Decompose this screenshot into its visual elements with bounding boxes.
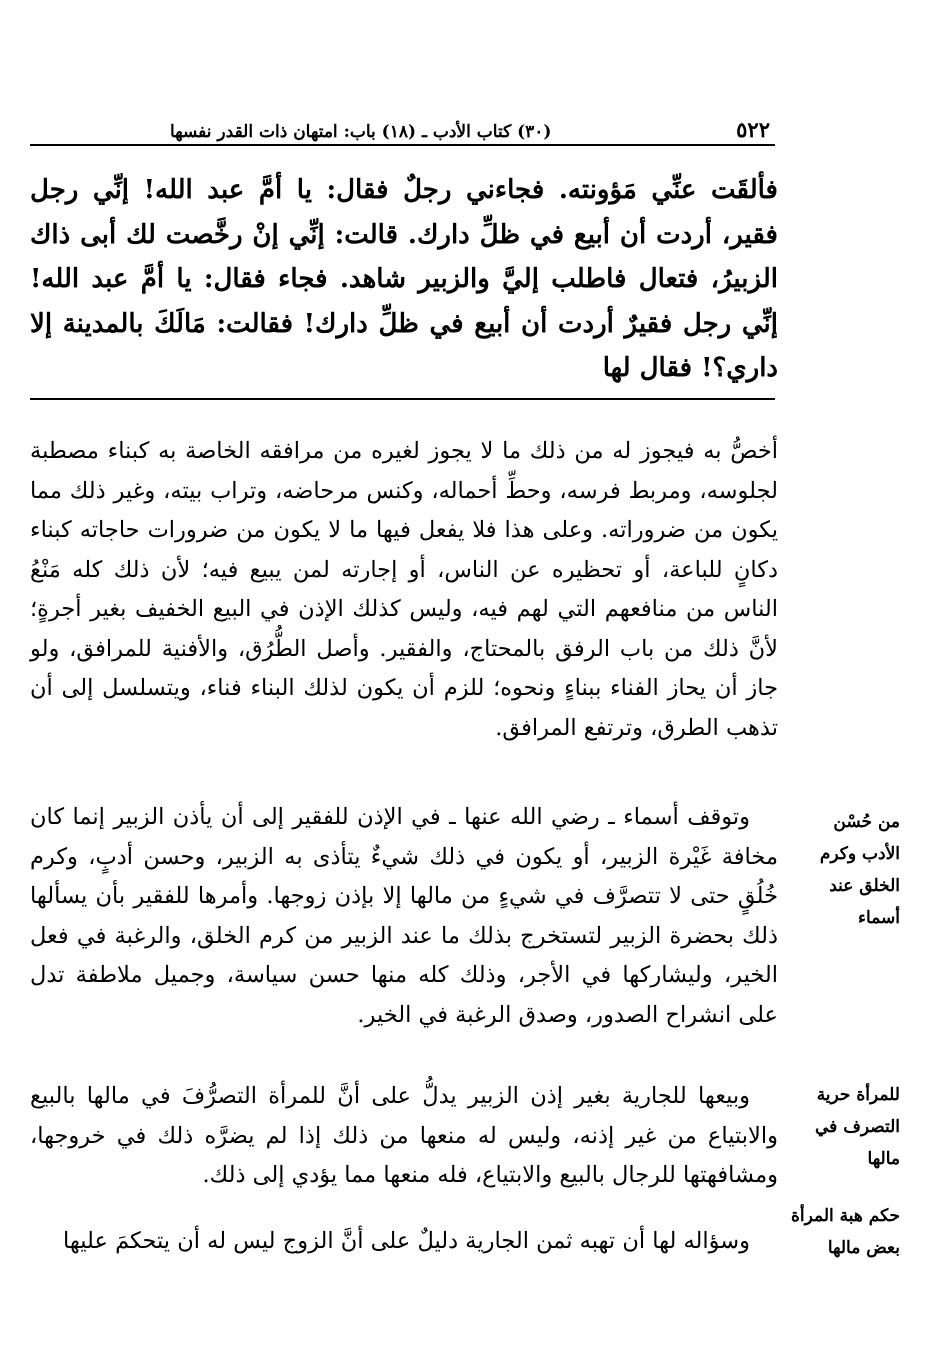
margin-note-line: أسماء	[858, 908, 900, 928]
commentary-paragraph-2	[30, 798, 778, 1035]
margin-note-line: للمرأة حرية	[816, 1085, 900, 1105]
running-title: (٣٠) كتاب الأدب ـ (١٨) باب: امتهان ذات القدر نفسها	[170, 122, 552, 142]
commentary-paragraph-4	[30, 1222, 778, 1262]
margin-note-line: التصرف في	[815, 1117, 900, 1137]
commentary-text: أخصُّ به فيجوز له من ذلك ما لا يجوز لغيره من مرافقه الخاصة به كبناء مصطبة لجلوسه، ومربط فرسه، وحطِّ أحماله، وكنس مرحاضه، وتراب بيته، وغير ذلك مما يكون من ضروراته. وعلى هذا فلا يفعل فيها ما لا يكون من ضرورات حاجاته كبناء دكانٍ للباعة، أو تحظيره عن الناس، أو إجارته لمن يبيع فيه؛ لأن ذلك كله مَنْعُ الناس من منافعهم التي لهم فيه، وليس كذلك الإذن في البيع الخفيف بغير أجرةٍ؛ لأنَّ ذلك من باب الرفق بالمحتاج، والفقير. وأصل الطُّرُق، والأفنية للمرافق، ولو جاز أن يحاز الفناء ببناءٍ ونحوه؛ للزم أن يكون لذلك البناء فناء، ويتسلسل إلى أن تذهب الطرق، وترتفع المرافق.	[30, 438, 778, 741]
commentary-text: وسؤاله لها أن تهبه ثمن الجارية دليلٌ على أنَّ الزوج ليس له أن يتحكمَ عليها	[63, 1228, 750, 1254]
commentary-paragraph-3	[30, 1077, 778, 1196]
header-rule	[30, 144, 775, 146]
margin-note-line: الأدب وكرم	[819, 844, 900, 864]
margin-note-line: مالها	[867, 1149, 900, 1169]
margin-note-2	[795, 1079, 900, 1175]
margin-note-line: حكم هبة المرأة	[791, 1206, 900, 1226]
commentary-text: وتوقف أسماء ـ رضي الله عنها ـ في الإذن للفقير إلى أن يأذن الزبير إنما كان مخافة غَيْرة الزبير، أو يكون في ذلك شيءٌ يتأذى به الزبير، وحسن أدبٍ، وكرم خُلُقٍ حتى لا تتصرَّف في شيءٍ من مالها إلا بإذن زوجها. وأمرها للفقير بأن يسألها ذلك بحضرة الزبير لتستخرج بذلك ما عند الزبير من كرم الخلق، والرغبة في فعل الخير، وليشاركها في الأجر، وذلك كله منها حسن سياسة، وجميل ملاطفة تدل على انشراح الصدور، وصدق الرغبة في الخير.	[30, 804, 778, 1028]
page-number: ٥٢٢	[736, 117, 770, 142]
margin-note-line: من حُسْن	[833, 812, 900, 832]
commentary-paragraph-1	[30, 432, 778, 748]
hadith-text	[30, 168, 778, 391]
margin-note-3	[791, 1200, 900, 1264]
margin-note-line: بعض مالها	[827, 1238, 900, 1258]
margin-note-1	[795, 806, 900, 934]
page-header	[30, 112, 770, 142]
hadith-paragraph: فألقَت عنِّي مَؤونته. فجاءني رجلٌ فقال: يا أمَّ عبد الله! إنِّي رجل فقير، أردت أن أبيع في ظلِّ دارك. قالت: إنِّي إنْ رخَّصت لك أبى ذاك الزبيرُ، فتعال فاطلب إليَّ والزبير شاهد. فجاء فقال: يا أمَّ عبد الله! إنِّي رجل فقيرٌ أردت أن أبيع في ظلِّ دارك! فقالت: مَالَكَ بالمدينة إلا داري؟! فقال لها	[30, 175, 778, 383]
section-divider	[30, 398, 775, 400]
margin-note-line: الخلق عند	[829, 876, 900, 896]
commentary-text: وبيعها للجارية بغير إذن الزبير يدلُّ على أنَّ للمرأة التصرُّفَ في مالها بالبيع والابتياع من غير إذنه، وليس له منعها من ذلك إذا لم يضرَّه ذلك في خروجها، ومشافهتها للرجال بالبيع والابتياع، فله منعها مما يؤدي إلى ذلك.	[30, 1083, 778, 1188]
